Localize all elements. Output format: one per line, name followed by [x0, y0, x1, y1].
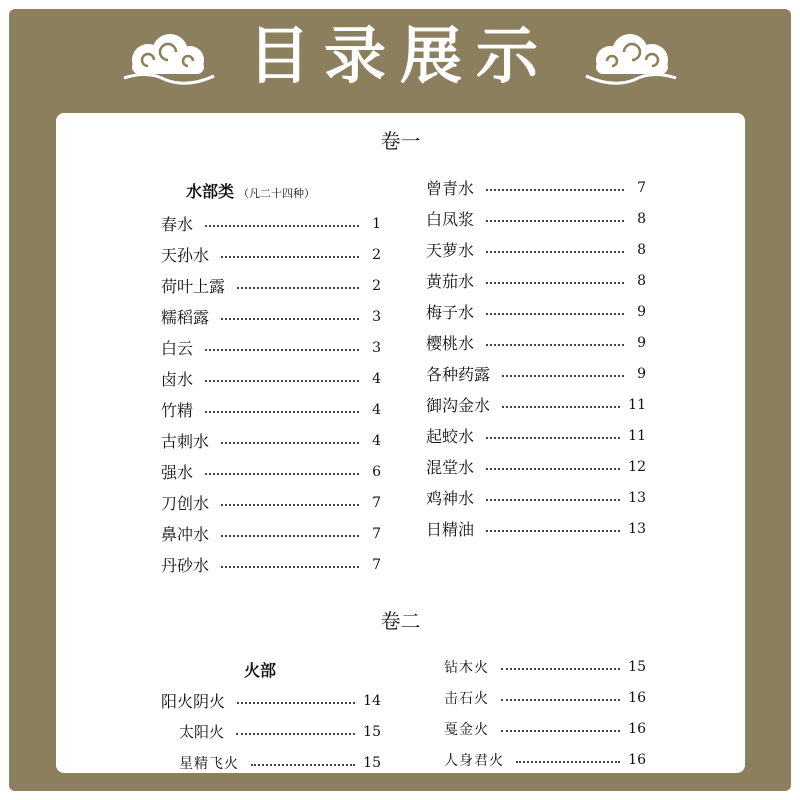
toc-entry[interactable] — [161, 394, 381, 425]
toc-entry[interactable] — [161, 487, 381, 518]
toc-entry[interactable] — [426, 234, 646, 265]
dot-leader — [221, 256, 359, 258]
entry-name: 星精飞火 — [179, 755, 239, 772]
dot-leader — [516, 761, 620, 763]
entry-page: 4 — [372, 401, 381, 418]
entry-page: 3 — [372, 339, 381, 356]
entry-name: 钻木火 — [444, 659, 489, 676]
dot-leader — [501, 730, 620, 732]
dot-leader — [205, 411, 359, 413]
dot-leader — [221, 535, 359, 537]
toc-entry[interactable] — [444, 713, 646, 744]
entry-page: 3 — [372, 308, 381, 325]
toc-entry[interactable] — [161, 518, 381, 549]
dot-leader — [221, 504, 359, 506]
entry-name: 卤水 — [161, 370, 194, 389]
entry-name: 阳火阴火 — [161, 692, 226, 711]
entry-page: 14 — [363, 692, 381, 709]
entry-page: 16 — [628, 751, 646, 768]
toc-entry[interactable] — [161, 685, 381, 716]
dot-leader — [205, 473, 359, 475]
section-name: 火部 — [244, 661, 277, 680]
dot-leader — [205, 349, 359, 351]
dot-leader — [486, 499, 620, 501]
entry-name: 荷叶上露 — [161, 277, 226, 296]
dot-leader — [486, 344, 624, 346]
toc-entry[interactable] — [161, 363, 381, 394]
entry-name: 戛金火 — [444, 721, 489, 738]
dot-leader — [486, 220, 624, 222]
page-title: 目录展示 — [247, 19, 552, 92]
entry-page: 8 — [637, 272, 646, 289]
entry-page: 16 — [628, 689, 646, 706]
entry-name: 人身君火 — [444, 752, 504, 769]
dot-leader — [221, 318, 359, 320]
entry-name: 白云 — [161, 339, 194, 358]
entry-name: 击石火 — [444, 690, 489, 707]
toc-entry[interactable] — [426, 203, 646, 234]
dot-leader — [486, 282, 624, 284]
dot-leader — [502, 406, 620, 408]
dot-leader — [486, 189, 624, 191]
entry-page: 8 — [637, 210, 646, 227]
dot-leader — [236, 733, 355, 735]
entry-name: 强水 — [161, 463, 194, 482]
toc-entry[interactable] — [161, 456, 381, 487]
toc-entry[interactable] — [426, 327, 646, 358]
entry-page: 16 — [628, 720, 646, 737]
dot-leader — [501, 699, 620, 701]
dot-leader — [237, 287, 359, 289]
volume-2-left-column — [161, 685, 381, 773]
entry-page: 15 — [363, 754, 381, 771]
entry-page: 9 — [637, 365, 646, 382]
dot-leader — [486, 251, 624, 253]
entry-page: 7 — [372, 494, 381, 511]
dot-leader — [502, 375, 624, 377]
toc-entry[interactable] — [426, 451, 646, 482]
entry-page: 6 — [372, 463, 381, 480]
toc-entry[interactable] — [161, 301, 381, 332]
entry-page: 8 — [637, 241, 646, 258]
entry-name: 竹精 — [161, 401, 194, 420]
volume-1-title: 卷一 — [380, 129, 421, 153]
entry-name: 日精油 — [426, 520, 475, 539]
toc-entry[interactable] — [426, 296, 646, 327]
entry-name: 梅子水 — [426, 303, 475, 322]
contents-sheet — [56, 113, 745, 773]
toc-entry[interactable] — [426, 358, 646, 389]
entry-page: 11 — [628, 396, 646, 413]
entry-name: 天孙水 — [161, 246, 210, 265]
entry-name: 白凤浆 — [426, 210, 475, 229]
toc-entry[interactable] — [161, 747, 381, 773]
section-heading-fire — [244, 658, 276, 681]
entry-page: 11 — [628, 427, 646, 444]
entry-name: 鸡神水 — [426, 489, 475, 508]
entry-name: 起蛟水 — [426, 427, 475, 446]
entry-page: 4 — [372, 432, 381, 449]
volume-2-title: 卷二 — [380, 609, 421, 633]
toc-entry[interactable] — [426, 513, 646, 544]
entry-page: 15 — [628, 658, 646, 675]
toc-entry[interactable] — [161, 208, 381, 239]
cloud-ornament-right-icon — [582, 30, 682, 90]
entry-page: 12 — [628, 458, 646, 475]
dot-leader — [486, 313, 624, 315]
dot-leader — [221, 442, 359, 444]
entry-name: 御沟金水 — [426, 396, 491, 415]
entry-page: 9 — [637, 334, 646, 351]
dot-leader — [237, 702, 355, 704]
volume-2-right-column — [444, 651, 646, 773]
entry-page: 1 — [372, 215, 381, 232]
entry-page: 13 — [628, 489, 646, 506]
toc-entry[interactable] — [426, 172, 646, 203]
toc-entry[interactable] — [444, 682, 646, 713]
entry-name: 古刺水 — [161, 432, 210, 451]
entry-page: 7 — [372, 525, 381, 542]
entry-name: 曾青水 — [426, 179, 475, 198]
toc-entry[interactable] — [161, 239, 381, 270]
toc-entry[interactable] — [161, 332, 381, 363]
entry-name: 刀创水 — [161, 494, 210, 513]
entry-page: 13 — [628, 520, 646, 537]
entry-name: 各种药露 — [426, 365, 491, 384]
toc-entry[interactable] — [444, 651, 646, 682]
entry-name: 糯稻露 — [161, 308, 210, 327]
toc-entry[interactable] — [426, 420, 646, 451]
entry-page: 4 — [372, 370, 381, 387]
volume-1-left-column — [161, 208, 381, 580]
entry-page: 7 — [637, 179, 646, 196]
entry-page: 2 — [372, 246, 381, 263]
entry-name: 天萝水 — [426, 241, 475, 260]
entry-page: 7 — [372, 556, 381, 573]
section-name: 水部类 — [186, 182, 235, 201]
volume-1-right-column — [426, 172, 646, 544]
toc-entry[interactable] — [426, 389, 646, 420]
section-heading-water — [186, 179, 315, 202]
entry-name: 混堂水 — [426, 458, 475, 477]
entry-name: 春水 — [161, 215, 194, 234]
toc-entry[interactable] — [426, 482, 646, 513]
dot-leader — [486, 530, 620, 532]
entry-page: 2 — [372, 277, 381, 294]
dot-leader — [221, 566, 359, 568]
toc-entry[interactable] — [161, 270, 381, 301]
dot-leader — [501, 668, 620, 670]
entry-name: 黄茄水 — [426, 272, 475, 291]
dot-leader — [251, 764, 355, 766]
entry-name: 丹砂水 — [161, 556, 210, 575]
entry-name: 樱桃水 — [426, 334, 475, 353]
toc-entry[interactable] — [444, 744, 646, 773]
entry-name: 鼻冲水 — [161, 525, 210, 544]
entry-page: 9 — [637, 303, 646, 320]
toc-entry[interactable] — [161, 425, 381, 456]
toc-entry[interactable] — [161, 549, 381, 580]
toc-entry[interactable] — [161, 716, 381, 747]
entry-page: 15 — [363, 723, 381, 740]
toc-entry[interactable] — [426, 265, 646, 296]
dot-leader — [486, 468, 620, 470]
entry-name: 太阳火 — [179, 723, 225, 741]
dot-leader — [205, 225, 359, 227]
section-note: （凡二十四种） — [238, 187, 316, 200]
dot-leader — [205, 380, 359, 382]
dot-leader — [486, 437, 620, 439]
